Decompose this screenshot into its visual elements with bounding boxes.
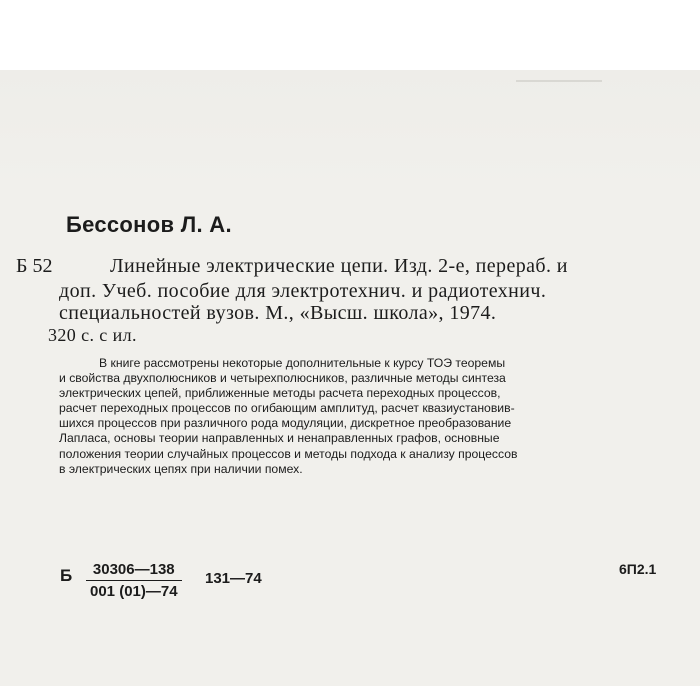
library-index: Б 52 — [16, 255, 53, 277]
abstract-text — [59, 356, 671, 477]
page-count: 320 с. с ил. — [48, 325, 137, 345]
code-numerator: 30306—138 — [86, 561, 182, 581]
abstract-line: расчет переходных процессов по огибающим амплитуд, расчет квазиустановив- — [59, 401, 515, 416]
code-fraction — [86, 561, 182, 600]
code-tail: 131—74 — [205, 570, 262, 587]
show-through-line — [516, 80, 602, 82]
author-name: Бессонов Л. А. — [66, 212, 232, 237]
abstract-line: в электрических цепях при наличии помех. — [59, 461, 303, 476]
classification-code: 6П2.1 — [619, 561, 657, 577]
page-top-bleed — [0, 70, 700, 190]
code-letter: Б — [60, 566, 73, 585]
abstract-line: шихся процессов при различного рода модуляции, дискретное преобразование — [59, 416, 512, 431]
abstract-line: Лапласа, основы теории направленных и ненаправленных графов, основные — [59, 431, 500, 446]
code-denominator: 001 (01)—74 — [90, 583, 178, 600]
abstract-line: положения теории случайных процессов и методы подхода к анализу процессов — [59, 446, 518, 461]
abstract-line: электрических цепей, приближенные методы расчета переходных процессов, — [59, 386, 501, 401]
bibliography-line-2: доп. Учеб. пособие для электротехнич. и радиотехнич. — [59, 280, 547, 302]
bibliography-line-1: Линейные электрические цепи. Изд. 2-е, перераб. и — [110, 255, 568, 277]
abstract-line: и свойства двухполюсников и четырехполюсников, различные методы синтеза — [59, 371, 506, 386]
bibliography-line-3: специальностей вузов. М., «Высш. школа», 1974. — [59, 302, 497, 324]
abstract-line: В книге рассмотрены некоторые дополнительные к курсу ТОЭ теоремы — [99, 356, 506, 370]
